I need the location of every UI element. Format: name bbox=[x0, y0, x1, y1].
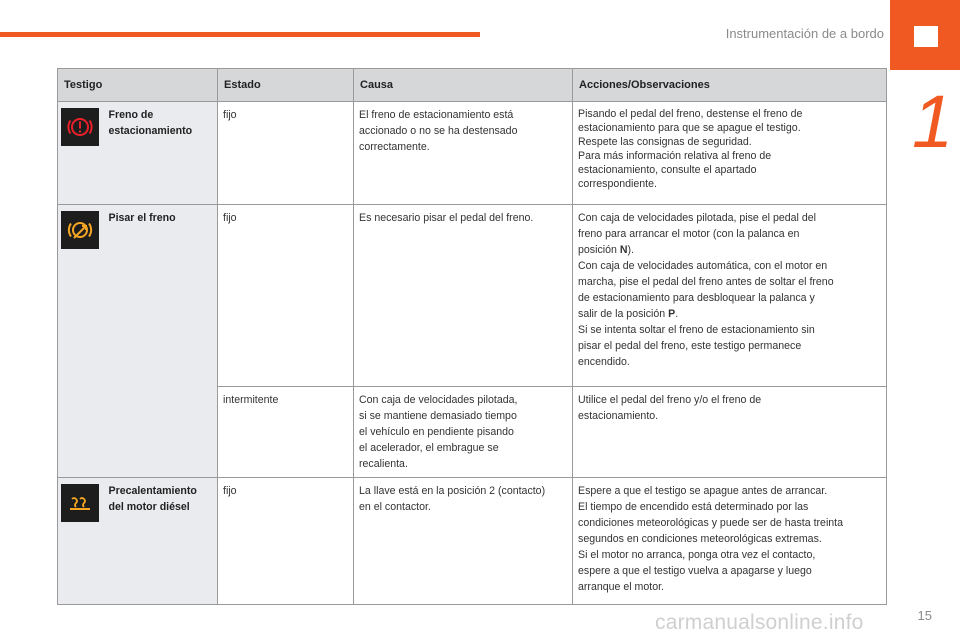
table-row bbox=[58, 205, 887, 387]
chapter-number: 1 bbox=[912, 80, 954, 163]
column-header-acciones: Acciones/Observaciones bbox=[573, 69, 887, 102]
section-title: Instrumentación de a bordo bbox=[725, 26, 884, 41]
parking-brake-warning-icon bbox=[61, 108, 99, 146]
action-cell: Espere a que el testigo se apague antes de arrancar. El tiempo de encendido está determinado por las condiciones meteorológicas y puede ser de hasta treinta segundos en condiciones meteorológicas extremas. Si el motor no arranca, ponga otra vez el contacto, espere a que el testigo vuelva a apagarse y luego arranque el motor. bbox=[573, 478, 887, 605]
warning-name: Pisar el freno bbox=[104, 205, 218, 478]
state-cell: fijo bbox=[218, 478, 354, 605]
table-row bbox=[58, 478, 887, 605]
cause-cell: El freno de estacionamiento está accionado o no se ha destensado correctamente. bbox=[354, 102, 573, 205]
chapter-square-icon bbox=[914, 26, 938, 47]
state-cell: fijo bbox=[218, 102, 354, 205]
press-brake-warning-icon bbox=[61, 211, 99, 249]
action-text: Con caja de velocidades pilotada, pise el pedal del freno para arrancar el motor (con la palanca en posición bbox=[578, 212, 816, 256]
chapter-tab bbox=[890, 0, 960, 70]
warning-name: Precalentamiento del motor diésel bbox=[104, 478, 218, 605]
cause-cell: Es necesario pisar el pedal del freno. bbox=[354, 205, 573, 387]
page-number: 15 bbox=[917, 608, 932, 623]
state-cell: intermitente bbox=[218, 387, 354, 478]
table-row bbox=[58, 102, 887, 205]
action-text: ). Con caja de velocidades automática, con el motor en marcha, pise el pedal del freno antes de soltar el freno de estacionamiento para desbloquear la palanca y salir de la posición bbox=[578, 244, 834, 320]
cause-cell: La llave está en la posición 2 (contacto) en el contactor. bbox=[354, 478, 573, 605]
action-cell: Utilice el pedal del freno y/o el freno de estacionamiento. bbox=[573, 387, 887, 478]
gear-position-n: N bbox=[619, 244, 628, 256]
icon-cell bbox=[58, 478, 104, 605]
table-header-row bbox=[58, 69, 887, 102]
action-cell bbox=[573, 205, 887, 387]
gear-position-p: P bbox=[668, 308, 676, 320]
warning-lights-table bbox=[57, 68, 887, 605]
header-accent-bar bbox=[0, 32, 480, 37]
watermark: carmanualsonline.info bbox=[655, 611, 864, 634]
column-header-causa: Causa bbox=[354, 69, 573, 102]
column-header-estado: Estado bbox=[218, 69, 354, 102]
glow-plug-warning-icon bbox=[61, 484, 99, 522]
icon-cell bbox=[58, 205, 104, 478]
state-cell: fijo bbox=[218, 205, 354, 387]
icon-cell bbox=[58, 102, 104, 205]
warning-name: Freno de estacionamiento bbox=[104, 102, 218, 205]
column-header-testigo: Testigo bbox=[58, 69, 218, 102]
cause-cell: Con caja de velocidades pilotada, si se mantiene demasiado tiempo el vehículo en pendiente pisando el acelerador, el embrague se recalienta. bbox=[354, 387, 573, 478]
action-cell: Pisando el pedal del freno, destense el freno de estacionamiento para que se apague el testigo. Respete las consignas de seguridad. Para más información relativa al freno de estacionamiento, consulte el apartado correspondiente. bbox=[573, 102, 887, 205]
action-text: . Si se intenta soltar el freno de estacionamiento sin pisar el pedal del freno, este testigo permanece encendido. bbox=[578, 308, 815, 368]
